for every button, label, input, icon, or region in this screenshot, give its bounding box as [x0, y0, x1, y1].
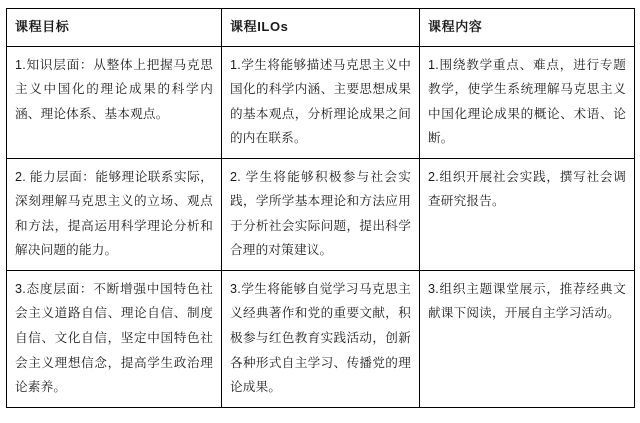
cell-text: 1.学生将能够描述马克思主义中国化的科学内涵、主要思想成果的基本观点，分析理论成果之间的内在联系。: [230, 57, 411, 146]
cell-text: 3.学生将能够自觉学习马克思主义经典著作和党的重要文献，积极参与红色教育实践活动，创新各种形式自主学习、传播党的理论成果。: [230, 281, 411, 395]
column-header-label: 课程内容: [428, 19, 483, 34]
column-header-course-content: [420, 9, 635, 47]
table-row: [7, 46, 635, 158]
cell-text: 3.组织主题课堂展示，推荐经典文献课下阅读，开展自主学习活动。: [428, 281, 626, 321]
cell-course-content: [420, 46, 635, 158]
cell-course-goal: [7, 158, 222, 270]
cell-text: 1.知识层面：从整体上把握马克思主义中国化的理论成果的科学内涵、理论体系、基本观点。: [15, 57, 213, 121]
column-header-course-ilos: [222, 9, 420, 47]
cell-course-content: [420, 158, 635, 270]
column-header-label: 课程ILOs: [230, 19, 289, 34]
table-row: [7, 270, 635, 407]
cell-course-ilos: [222, 46, 420, 158]
table-header-row: [7, 9, 635, 47]
cell-text: 3.态度层面：不断增强中国特色社会主义道路自信、理论自信、制度自信、文化自信，坚定中国特色社会主义理想信念，提高学生政治理论素养。: [15, 281, 213, 395]
cell-course-goal: [7, 46, 222, 158]
cell-text: 1.围绕教学重点、难点，进行专题教学，使学生系统理解马克思主义中国化理论成果的概论、术语、论断。: [428, 57, 626, 146]
table-row: [7, 158, 635, 270]
column-header-label: 课程目标: [15, 19, 70, 34]
cell-text: 2. 学生将能够积极参与社会实践，学所学基本理论和方法应用于分析社会实际问题，提出科学合理的对策建议。: [230, 169, 411, 258]
cell-course-ilos: [222, 158, 420, 270]
cell-course-content: [420, 270, 635, 407]
cell-course-ilos: [222, 270, 420, 407]
cell-text: 2.组织开展社会实践，撰写社会调查研究报告。: [428, 169, 626, 209]
column-header-course-goal: [7, 9, 222, 47]
cell-text: 2. 能力层面：能够理论联系实际，深刻理解马克思主义的立场、观点和方法，提高运用科学理论分析和解决问题的能力。: [15, 169, 213, 258]
course-syllabus-table: [6, 8, 635, 408]
cell-course-goal: [7, 270, 222, 407]
